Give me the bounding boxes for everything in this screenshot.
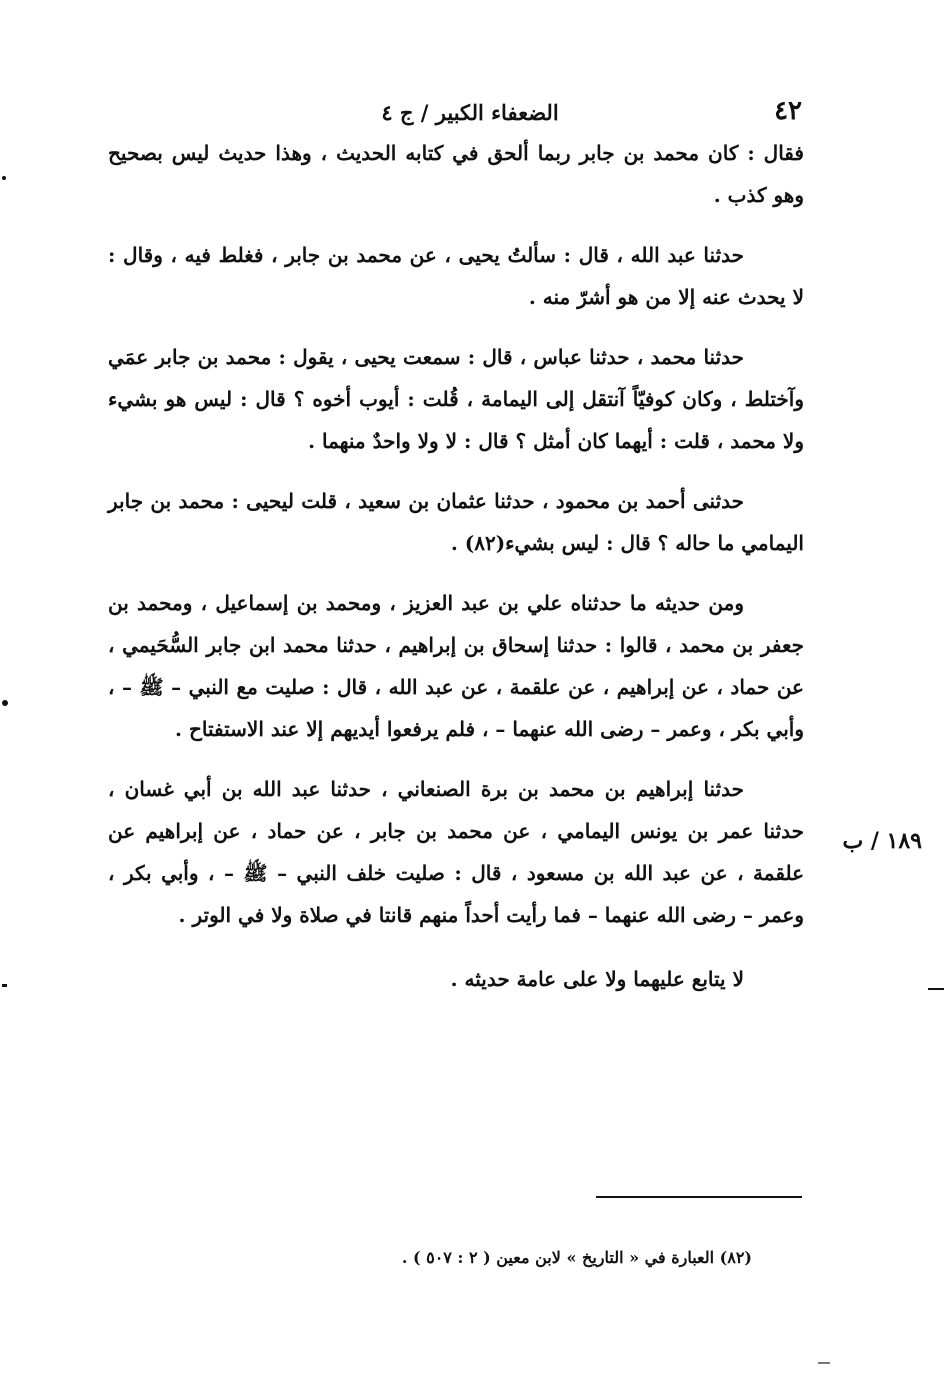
footnote: (٨٢) العبارة في « التاريخ » لابن معين ( ٢ : ٥٠٧ ) .: [401, 1248, 752, 1267]
main-text: [108, 132, 804, 1018]
paragraph-2: حدثنا عبد الله ، قال : سألتُ يحيى ، عن محمد بن جابر ، فغلط فيه ، وقال : لا يحدث عنه إلا من هو أشرّ منه .: [108, 243, 804, 309]
page-number: ٤٢: [774, 96, 802, 126]
scan-speck: [818, 1362, 830, 1364]
folio-margin-note: ١٨٩ / ب: [842, 828, 922, 854]
scan-speck: [2, 176, 6, 180]
paragraph-4: حدثنى أحمد بن محمود ، حدثنا عثمان بن سعيد ، قلت ليحيى : محمد بن جابر اليمامي ما حاله ؟ قال : ليس بشيء(٨٢) .: [108, 489, 804, 555]
scan-speck: [2, 700, 8, 706]
paragraph-1: فقال : كان محمد بن جابر ربما ألحق في كتابه الحديث ، وهذا حديث ليس بصحيح وهو كذب .: [108, 141, 804, 207]
footnote-divider: [596, 1196, 802, 1198]
scan-speck: [928, 988, 944, 990]
paragraph-6: حدثنا إبراهيم بن محمد بن برة الصنعاني ، حدثنا عبد الله بن أبي غسان ، حدثنا عمر بن يونس اليمامي ، عن محمد بن جابر ، عن حماد ، عن إبراهيم عن علقمة ، عن عبد الله بن مسعود ، قال : صليت خلف النبي – ﷺ – ، وأبي بكر ، وعمر – رضى الله عنهما – فما رأيت أحداً منهم قانتا في صلاة ولا في الوتر .: [108, 777, 804, 927]
paragraph-5: ومن حديثه ما حدثناه علي بن عبد العزيز ، ومحمد بن إسماعيل ، ومحمد بن جعفر بن محمد ، قالوا : حدثنا إسحاق بن إبراهيم ، حدثنا محمد ابن جابر السُّحَيمي ، عن حماد ، عن إبراهيم ، عن علقمة ، عن عبد الله ، قال : صليت مع النبي – ﷺ – ، وأبي بكر ، وعمر – رضى الله عنهما – ، فلم يرفعوا أيديهم إلا عند الاستفتاح .: [108, 591, 804, 741]
paragraph-7: لا يتابع عليهما ولا على عامة حديثه .: [450, 967, 744, 991]
running-title: الضعفاء الكبير / ج ٤: [381, 100, 559, 125]
scan-speck: [2, 984, 7, 987]
running-head: [0, 96, 951, 130]
paragraph-3: حدثنا محمد ، حدثنا عباس ، قال : سمعت يحيى ، يقول : محمد بن جابر عمَي وآختلط ، وكان كوفيّاً آنتقل إلى اليمامة ، قُلت : أيوب أخوه ؟ قال : ليس هو بشيء ولا محمد ، قلت : أيهما كان أمثل ؟ قال : لا ولا واحدٌ منهما .: [108, 345, 804, 453]
